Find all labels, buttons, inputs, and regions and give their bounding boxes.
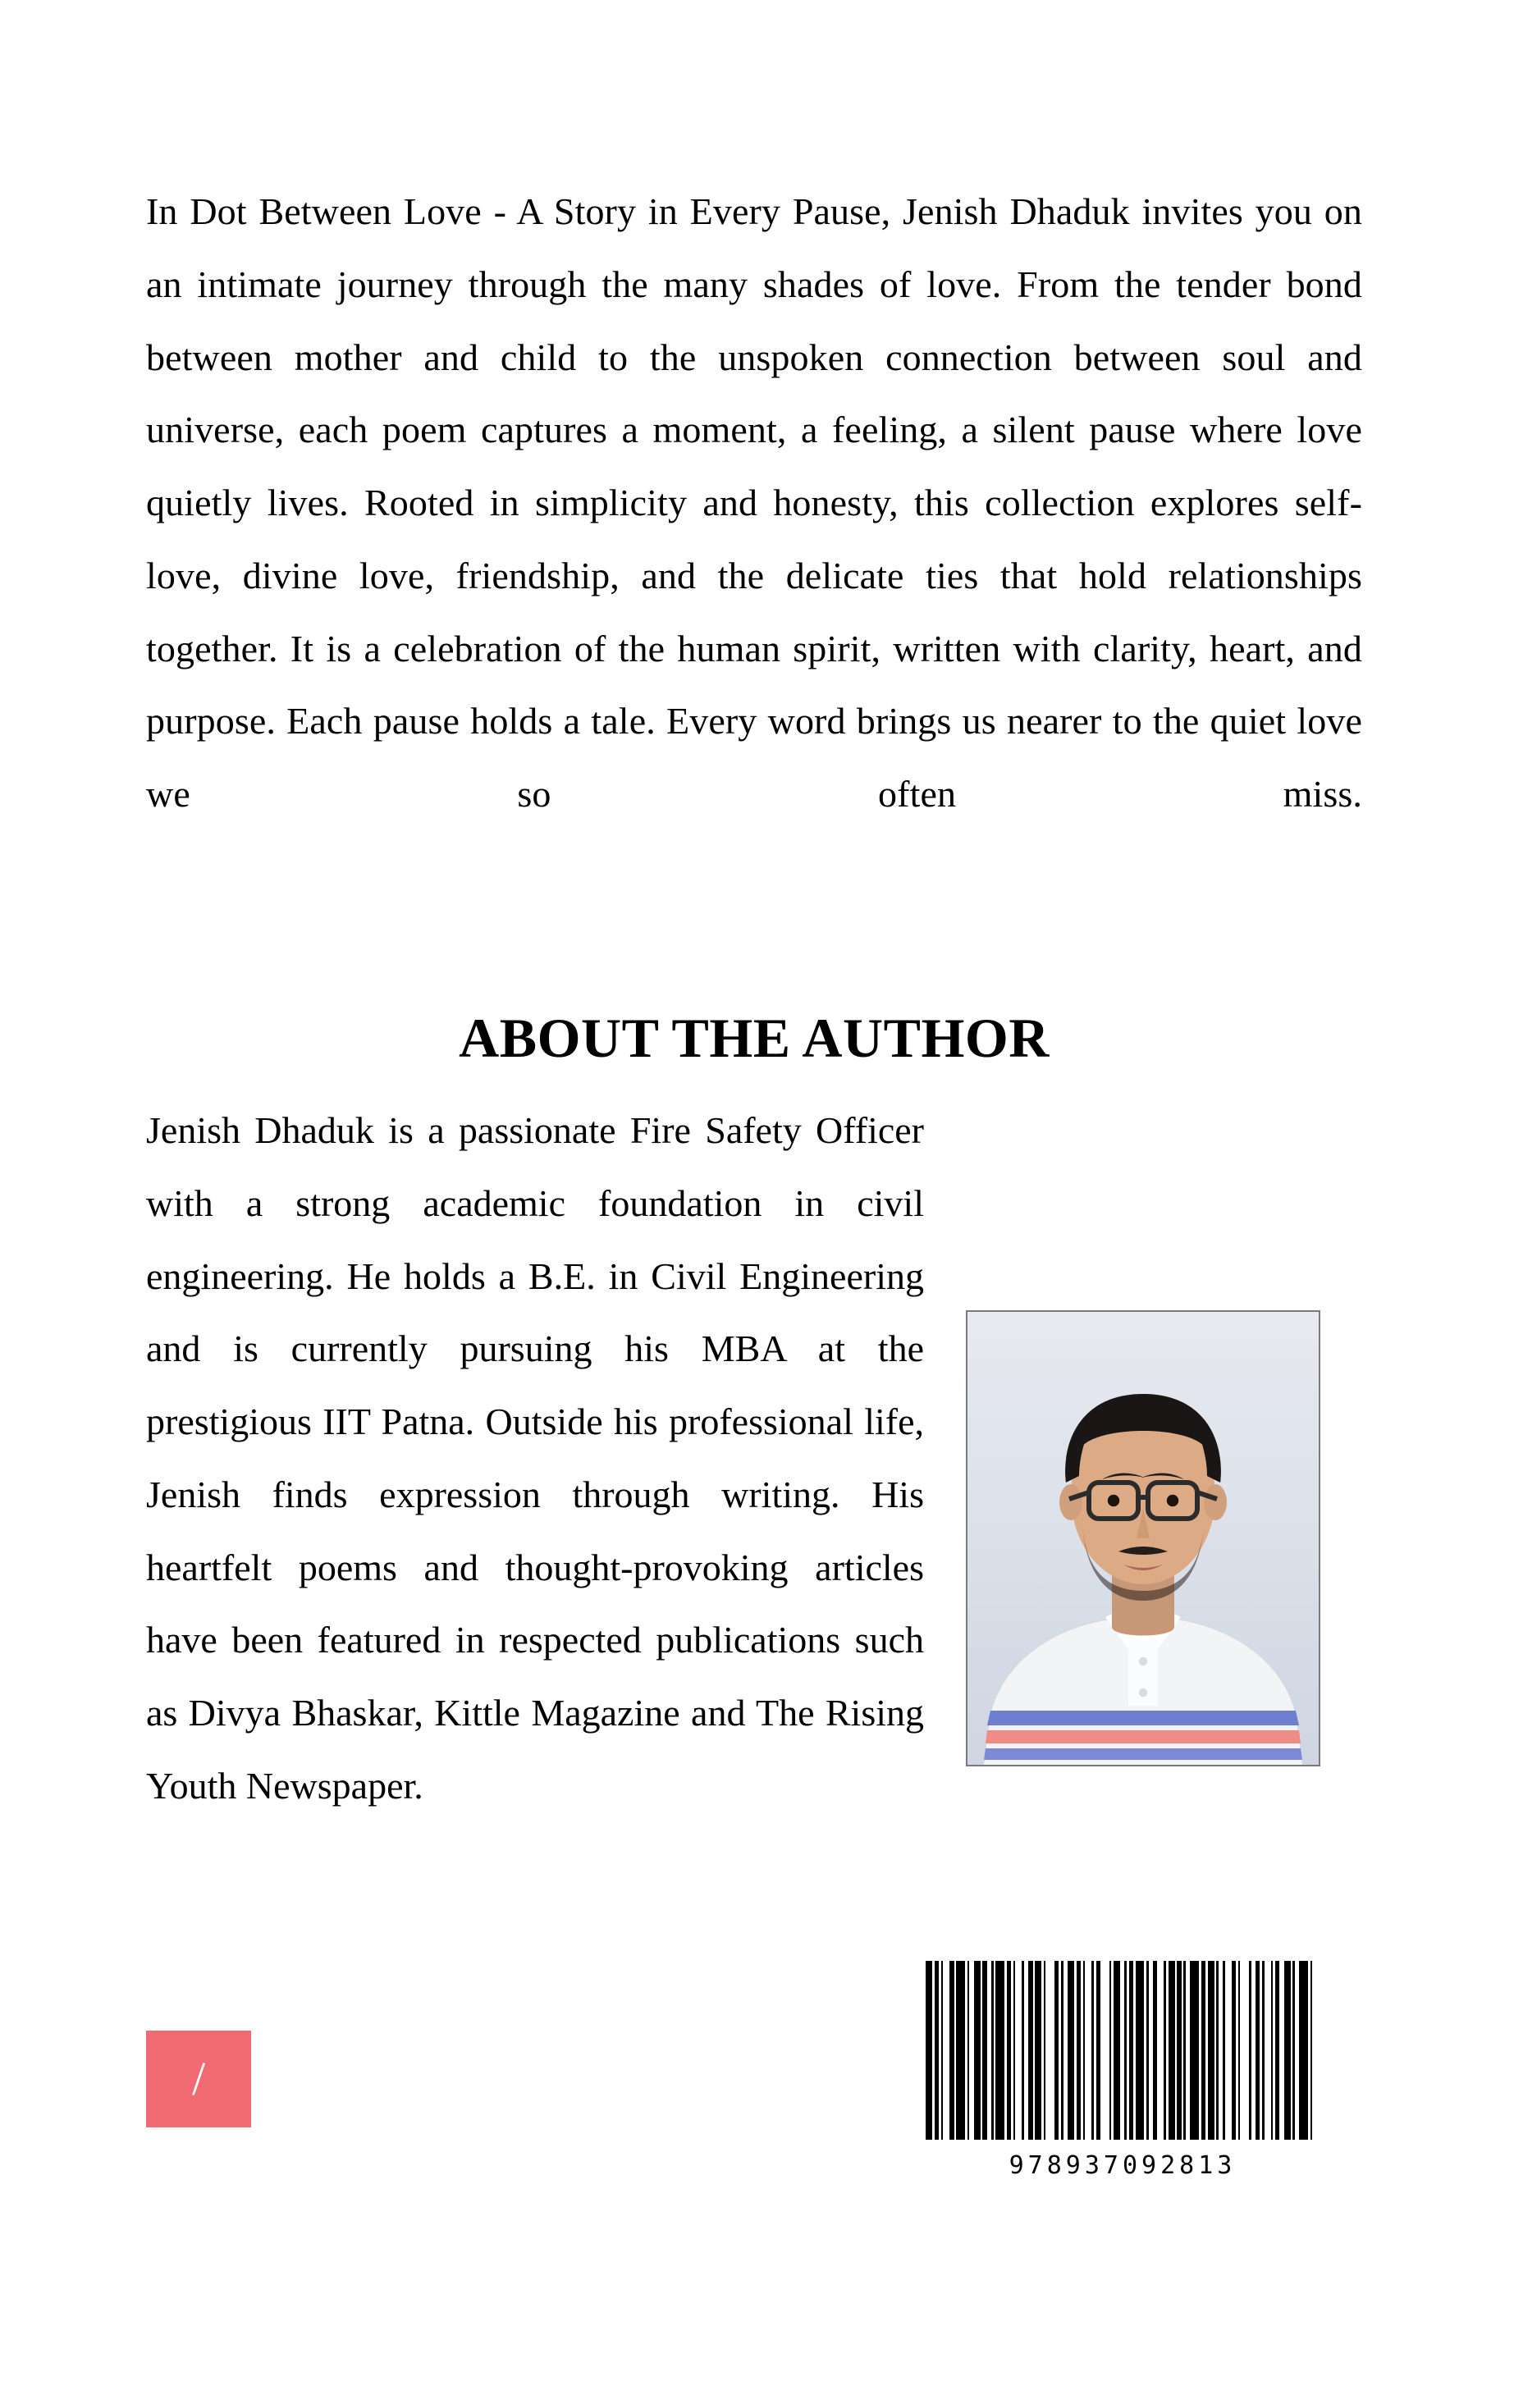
author-portrait-photo xyxy=(966,1310,1320,1766)
publisher-logo: / xyxy=(146,2031,251,2127)
isbn-number: 978937092813 xyxy=(1009,2151,1237,2180)
book-description: In Dot Between Love - A Story in Every Pause, Jenish Dhaduk invites you on an intimate journey through the many shades of love. From the tender bond between mother and child to the unspoken connection between soul and universe, each poem captures a moment, a feeling, a silent pause where love quietly lives. Rooted in simplicity and honesty, this collection explores self-love, divine love, friendship, and the delicate ties that hold relationships together. It is a celebration of the human spirit, written with clarity, heart, and purpose. Each pause holds a tale. Every word brings us nearer to the quiet love we so often miss. xyxy=(146,190,1362,816)
about-the-author-heading: ABOUT THE AUTHOR xyxy=(459,1007,1050,1070)
author-portrait-icon xyxy=(967,1312,1319,1765)
isbn-barcode xyxy=(926,1961,1320,2180)
barcode-bars xyxy=(926,1961,1320,2140)
author-biography: Jenish Dhaduk is a passionate Fire Safety Officer with a strong academic foundation in civil engineering. He holds a B.E. in Civil Engineering and is currently pursuing his MBA at the prestigious IIT Patna. Outside his professional life, Jenish finds expression through writing. His heartfelt poems and thought-provoking articles have been featured in respected publications such as Divya Bhaskar, Kittle Magazine and The Rising Youth Newspaper. xyxy=(146,1109,924,1807)
